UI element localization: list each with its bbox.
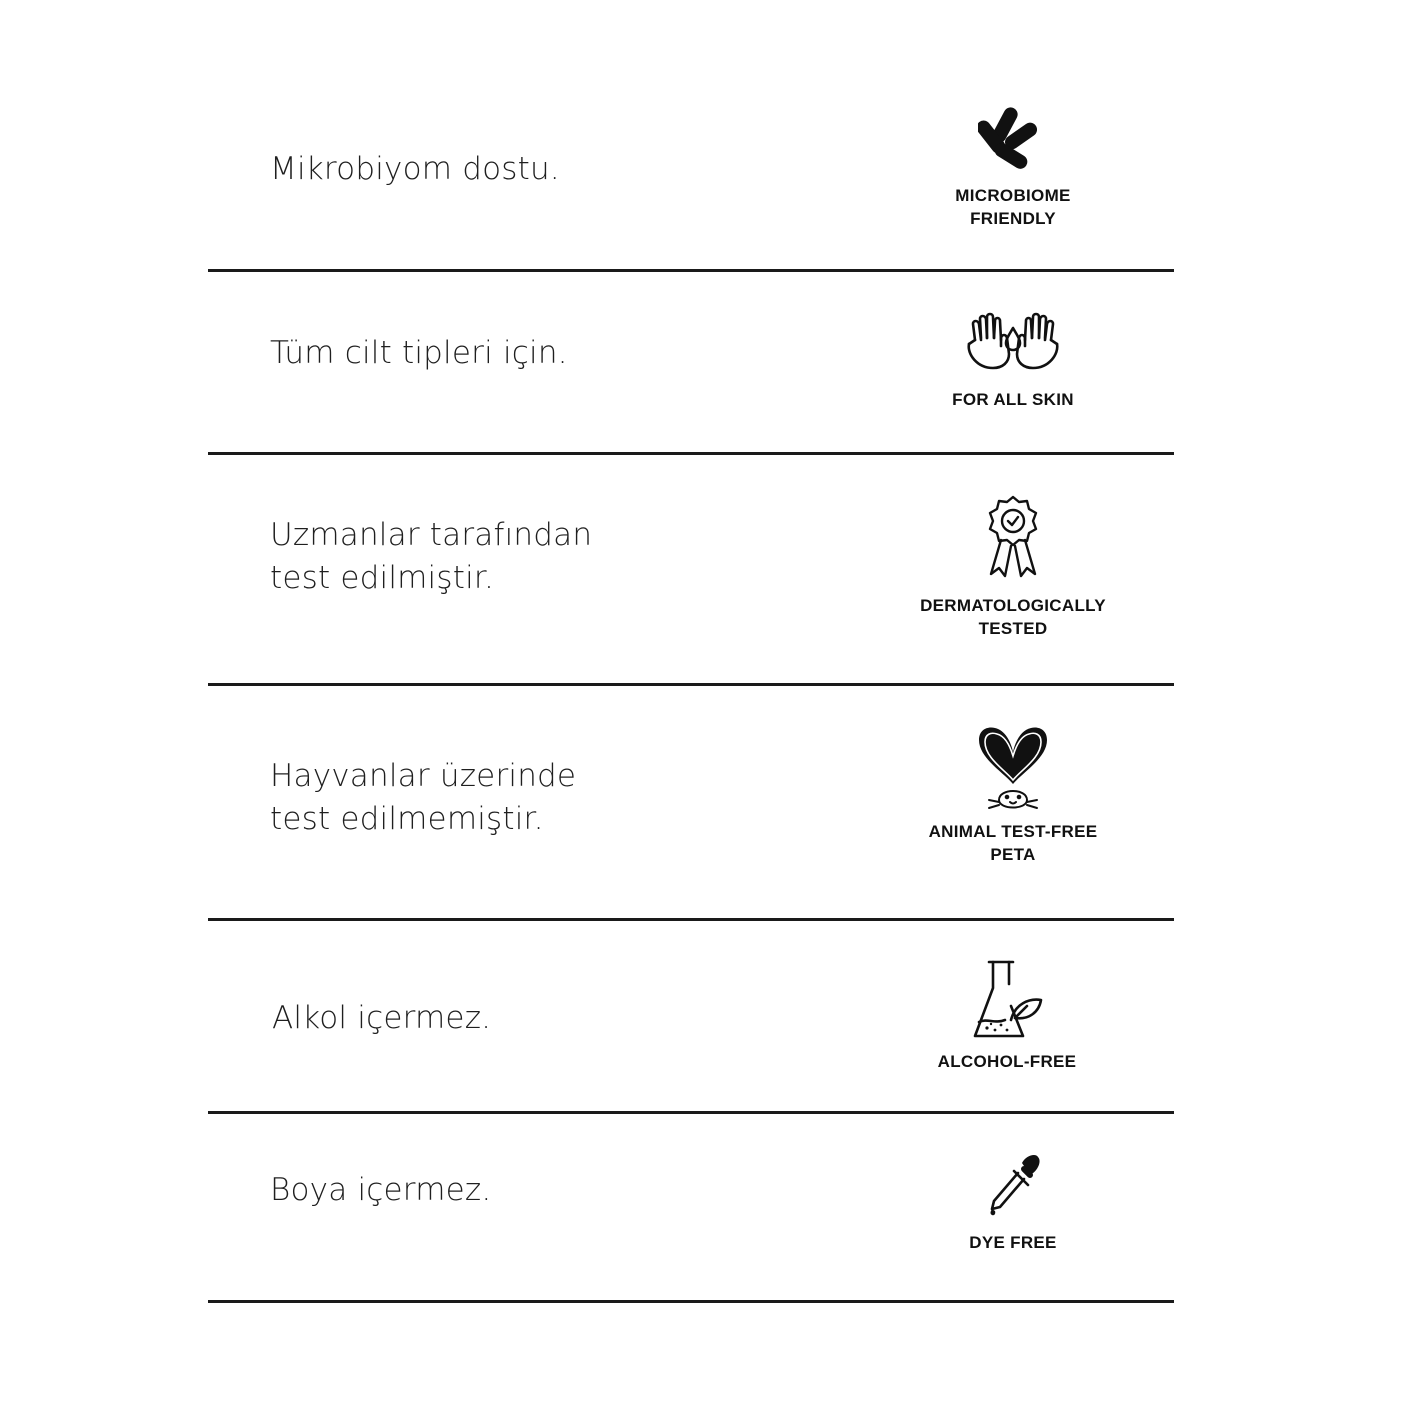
badge-label: MICROBIOME FRIENDLY xyxy=(955,186,1071,228)
feature-description xyxy=(272,997,491,1040)
divider xyxy=(208,683,1174,686)
feature-description xyxy=(270,148,560,191)
badge-label: DERMATOLOGICALLY TESTED xyxy=(920,596,1106,638)
feature-text-line: Mikrobiyom dostu. xyxy=(270,151,560,187)
flask-leaf-icon xyxy=(965,958,1049,1042)
feature-description xyxy=(270,1169,491,1212)
feature-text-line: Tüm cilt tipleri için. xyxy=(270,335,568,371)
feature-badge xyxy=(900,310,1126,411)
feature-badge xyxy=(900,1151,1126,1254)
divider xyxy=(208,1300,1174,1303)
feature-description xyxy=(270,755,576,841)
feature-text-line: test edilmemiştir. xyxy=(270,801,544,837)
feature-description xyxy=(270,332,568,375)
dropper-icon xyxy=(978,1151,1048,1217)
divider xyxy=(208,452,1174,455)
feature-badge xyxy=(900,104,1126,230)
divider xyxy=(208,269,1174,272)
hands-droplet-icon xyxy=(963,310,1063,374)
badge-label: ALCOHOL-FREE xyxy=(937,1052,1077,1071)
award-ribbon-icon xyxy=(981,494,1045,580)
feature-text-line: Uzmanlar tarafından xyxy=(270,517,593,553)
feature-text-line: Hayvanlar üzerinde xyxy=(270,758,577,794)
feature-badge xyxy=(900,494,1126,640)
divider xyxy=(208,918,1174,921)
microbiome-icon xyxy=(978,104,1048,174)
feature-description xyxy=(270,514,592,600)
badge-label: ANIMAL TEST-FREE PETA xyxy=(928,822,1098,864)
feature-badge xyxy=(900,724,1126,866)
feature-badge xyxy=(894,958,1120,1073)
feature-text-line: test edilmiştir. xyxy=(270,560,495,596)
badge-label: FOR ALL SKIN xyxy=(952,390,1074,409)
feature-text-line: Alkol içermez. xyxy=(272,1000,492,1036)
heart-bunny-icon xyxy=(973,724,1053,816)
divider xyxy=(208,1111,1174,1114)
badge-label: DYE FREE xyxy=(969,1233,1057,1252)
feature-text-line: Boya içermez. xyxy=(270,1172,492,1208)
